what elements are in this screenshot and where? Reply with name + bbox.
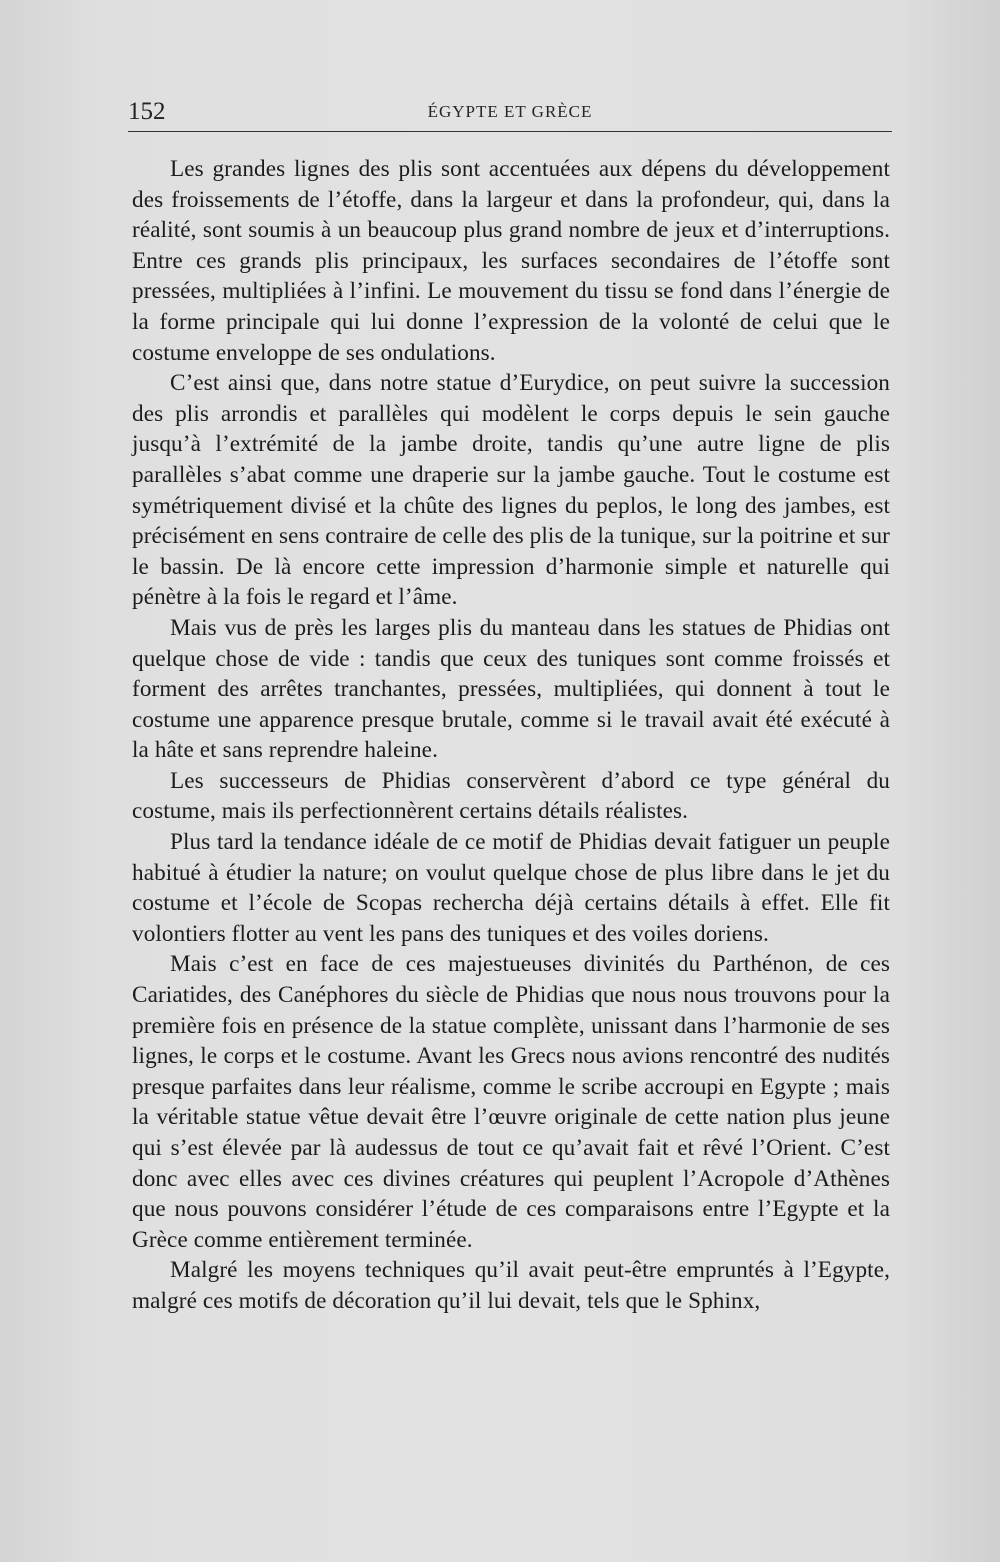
paragraph: C’est ainsi que, dans notre statue d’Eurydice, on peut suivre la succession des plis arrondis et parallèles qui modèlent le corps depuis le sein gauche jusqu’à l’extrémité de la jambe droite, tandis qu’une autre ligne de plis parallèles s’abat comme une draperie sur la jambe gauche. Tout le costume est symétriquement divisé et la chûte des lignes du peplos, le long des jambes, est précisément en sens contraire de celle des plis de la tunique, sur la poitrine et sur le bassin. De là encore cette impression d’harmonie simple et naturelle qui pénètre à la fois le regard et l’âme.: [132, 370, 890, 611]
paragraph: Plus tard la tendance idéale de ce motif de Phidias devait fatiguer un peuple habitué à étudier la nature; on voulut quelque chose de plus libre dans le jet du costume et l’école de Scopas rechercha déjà certains détails à effet. Elle fit volontiers flotter au vent les pans des tuniques et des voiles doriens.: [132, 829, 890, 947]
header-rule: [128, 131, 892, 132]
running-head: [128, 96, 892, 128]
page-number: 152: [128, 98, 166, 125]
running-title: ÉGYPTE ET GRÈCE: [427, 102, 593, 121]
paragraph: Malgré les moyens techniques qu’il avait peut-être empruntés à l’Egypte, malgré ces motifs de décoration qu’il lui devait, tels que le Sphinx,: [132, 1257, 890, 1314]
body-text: [132, 154, 890, 1317]
paragraph: Les grandes lignes des plis sont accentuées aux dépens du développement des froissements de l’étoffe, dans la largeur et dans la profondeur, qui, dans la réalité, sont soumis à un beaucoup plus grand nombre de jeux et d’interruptions. Entre ces grands plis principaux, les surfaces secondaires de l’étoffe sont pressées, multipliées à l’infini. Le mouvement du tissu se fond dans l’énergie de la forme principale qui lui donne l’expression de la volonté de celui que le costume enveloppe de ses ondulations.: [132, 156, 890, 366]
paragraph: Mais vus de près les larges plis du manteau dans les statues de Phidias ont quelque chose de vide : tandis que ceux des tuniques sont comme froissés et forment des arrêtes tranchantes, pressées, multipliées, qui donnent à tout le costume une apparence presque brutale, comme si le travail avait été exécuté à la hâte et sans reprendre haleine.: [132, 614, 890, 764]
paragraph: Les successeurs de Phidias conservèrent d’abord ce type général du costume, mais ils perfectionnèrent certains détails réalistes.: [132, 767, 890, 825]
paragraph: Mais c’est en face de ces majestueuses divinités du Parthénon, de ces Cariatides, des Canéphores du siècle de Phidias que nous nous trouvons pour la première fois en présence de la statue complète, unissant dans l’harmonie de ses lignes, le corps et le costume. Avant les Grecs nous avions rencontré des nudités presque parfaites dans leur réalisme, comme le scribe accroupi en Egypte ; mais la véritable statue vêtue devait être l’œuvre originale de cette nation plus jeune qui s’est élevée par là audessus de tout ce qu’avait fait et rêvé l’Orient. C’est donc avec elles avec ces divines créatures qui peuplent l’Acropole d’Athènes que nous pouvons considérer l’étude de ces comparaisons entre l’Egypte et la Grèce comme entièrement terminée.: [132, 951, 890, 1253]
